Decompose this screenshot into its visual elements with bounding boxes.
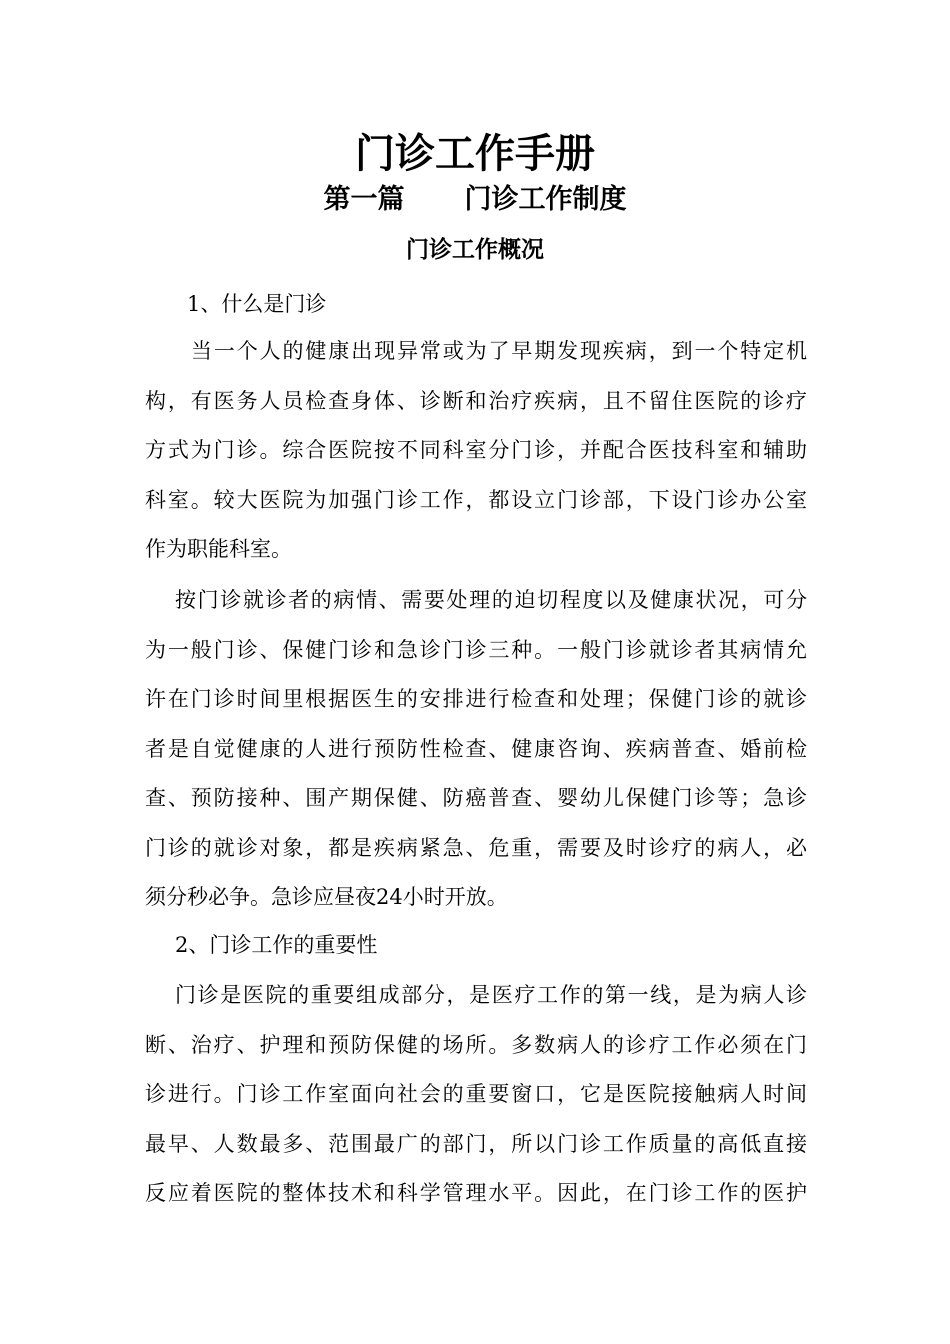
paragraph-line: 断、治疗、护理和预防保健的场所。多数病人的诊疗工作必须在门	[145, 1032, 807, 1057]
paragraph-1	[145, 327, 807, 575]
paragraph-line: 构，有医务人员检查身体、诊断和治疗疾病，且不留住医院的诊疗	[145, 388, 807, 413]
paragraph-line: 者是自觉健康的人进行预防性检查、健康咨询、疾病普查、婚前检	[145, 736, 807, 761]
paragraph-line: 门诊的就诊对象，都是疾病紧急、危重，需要及时诊疗的病人，必	[145, 835, 807, 860]
section-heading: 门诊工作概况	[406, 236, 544, 263]
paragraph-line: 诊进行。门诊工作室面向社会的重要窗口，它是医院接触病人时间	[145, 1082, 807, 1106]
paragraph-line: 按门诊就诊者的病情、需要处理的迫切程度以及健康状况，可分	[175, 588, 807, 612]
paragraph-line: 作为职能科室。	[145, 537, 292, 561]
paragraph-2	[145, 576, 807, 923]
part-title: 门诊工作制度	[464, 184, 627, 215]
paragraph-line: 最早、人数最多、范围最广的部门，所以门诊工作质量的高低直接	[145, 1131, 807, 1156]
paragraph-line: 为一般门诊、保健门诊和急诊门诊三种。一般门诊就诊者其病情允	[145, 637, 807, 662]
paragraph-line: 方式为门诊。综合医院按不同科室分门诊，并配合医技科室和辅助	[145, 438, 807, 462]
part-heading	[0, 180, 950, 220]
paragraph-line: 反应着医院的整体技术和科学管理水平。因此，在门诊工作的医护	[145, 1181, 807, 1205]
question-2-heading: 2、门诊工作的重要性	[175, 933, 378, 957]
paragraph-3	[145, 971, 807, 1219]
paragraph-line: 须分秒必争。急诊应昼夜24小时开放。	[145, 885, 508, 909]
question-1-heading: 1、什么是门诊	[187, 292, 327, 316]
paragraph-line: 门诊是医院的重要组成部分，是医疗工作的第一线，是为病人诊	[175, 983, 807, 1007]
document-title: 门诊工作手册	[355, 130, 595, 177]
paragraph-line: 许在门诊时间里根据医生的安排进行检查和处理；保健门诊的就诊	[145, 687, 807, 711]
paragraph-line: 科室。较大医院为加强门诊工作，都设立门诊部，下设门诊办公室	[145, 487, 807, 512]
paragraph-line: 查、预防接种、围产期保健、防癌普查、婴幼儿保健门诊等；急诊	[145, 786, 807, 810]
paragraph-line: 当一个人的健康出现异常或为了早期发现疾病，到一个特定机	[191, 339, 807, 363]
part-label: 第一篇	[323, 184, 405, 215]
